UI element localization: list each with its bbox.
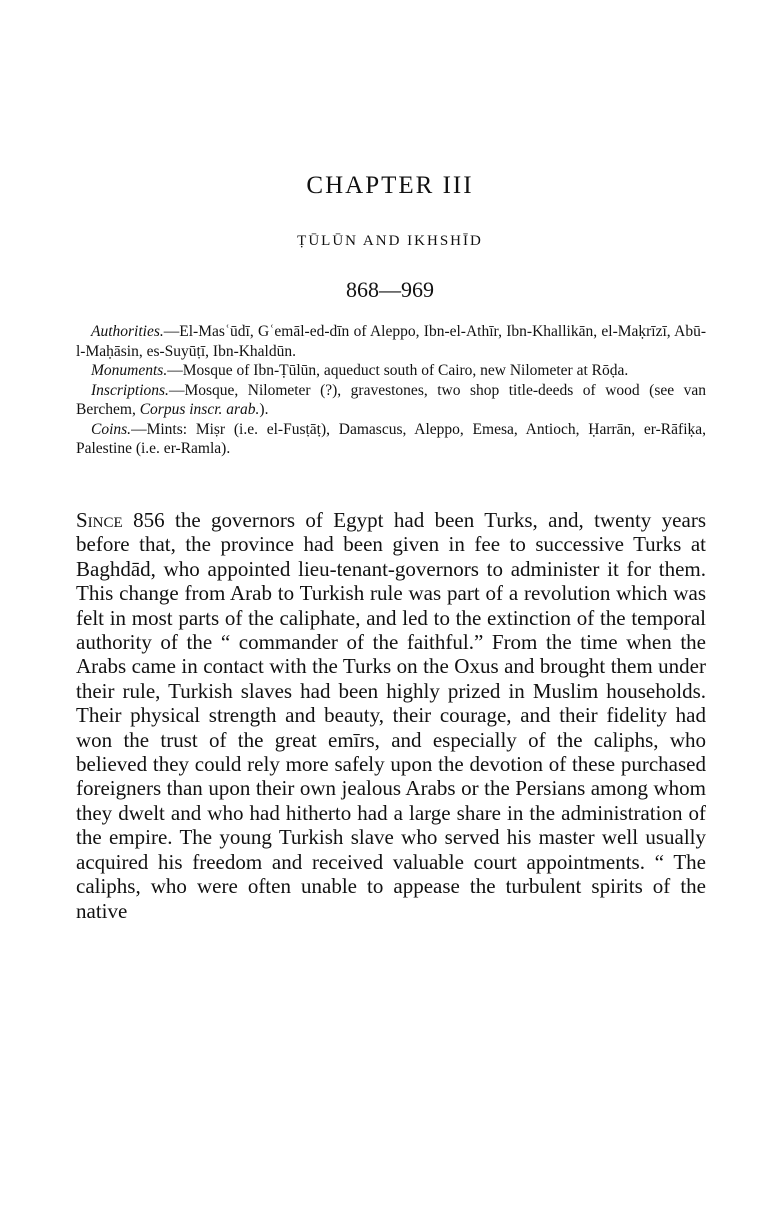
chapter-dates: 868—969 bbox=[346, 277, 434, 302]
authorities-entry bbox=[76, 322, 706, 361]
authorities-text: —El-Masʿūdī, Gʿemāl-ed-dīn of Aleppo, Ibn-el-Athīr, Ibn-Khallikān, el-Maḳrīzī, Abū-l-Maḥāsin, es-Suyūṭī, Ibn-Khaldūn. bbox=[76, 323, 706, 360]
inscriptions-label: Inscriptions. bbox=[91, 381, 169, 399]
coins-label: Coins. bbox=[91, 420, 132, 438]
paragraph-text: 856 the governors of Egypt had been Turks, and, twenty years before that, the province had been given in fee to successive Turks at Baghdād, who appointed lieu-tenant-governors to administer it for them. This change from Arab to Turkish rule was part of a revolution which was felt in most parts of the caliphate, and led to the extinction of the temporal authority of the “ commander of the faithful.” From the time when the Arabs came in contact with the Turks on the Oxus and brought them under their rule, Turkish slaves had been highly prized in Muslim households. Their physical strength and beauty, their courage, and their fidelity had won the trust of the great emīrs, and especially of the caliphs, who believed they could rely more safely upon the devotion of these purchased foreigners than upon their own jealous Arabs or the Persians among whom they dwelt and who had hitherto had a large share in the administration of the empire. The young Turkish slave who served his master well usually acquired his freedom and received valuable court appointments. “ The caliphs, who were often unable to appease the turbulent spirits of the native bbox=[76, 508, 706, 923]
body-text bbox=[76, 508, 706, 923]
coins-entry bbox=[76, 420, 706, 459]
monuments-label: Monuments. bbox=[91, 362, 168, 379]
coins-text: —Mints: Miṣr (i.e. el-Fusṭāṭ), Damascus, Aleppo, Emesa, Antioch, Ḥarrān, er-Rāfiḳa, Palestine (i.e. er-Ramla). bbox=[76, 420, 706, 457]
inscriptions-entry bbox=[76, 381, 706, 420]
authorities-label: Authorities. bbox=[91, 323, 164, 340]
body-paragraph bbox=[76, 508, 706, 923]
inscriptions-text-end: ). bbox=[259, 401, 269, 418]
lead-word: Since bbox=[76, 508, 123, 532]
chapter-subtitle: ṬŪLŪN AND IKHSHĪD bbox=[297, 233, 483, 249]
sources-block bbox=[76, 322, 706, 459]
monuments-text: —Mosque of Ibn-Ṭūlūn, aqueduct south of Cairo, new Nilometer at Rōḍa. bbox=[167, 362, 629, 379]
inscriptions-text: —Mosque, Nilometer (?), gravestones, two shop title-deeds of wood (see van Berchem, bbox=[76, 381, 706, 418]
chapter-heading: CHAPTER III bbox=[306, 172, 474, 199]
monuments-entry bbox=[76, 361, 706, 381]
inscriptions-ref: Corpus inscr. arab. bbox=[139, 401, 260, 418]
